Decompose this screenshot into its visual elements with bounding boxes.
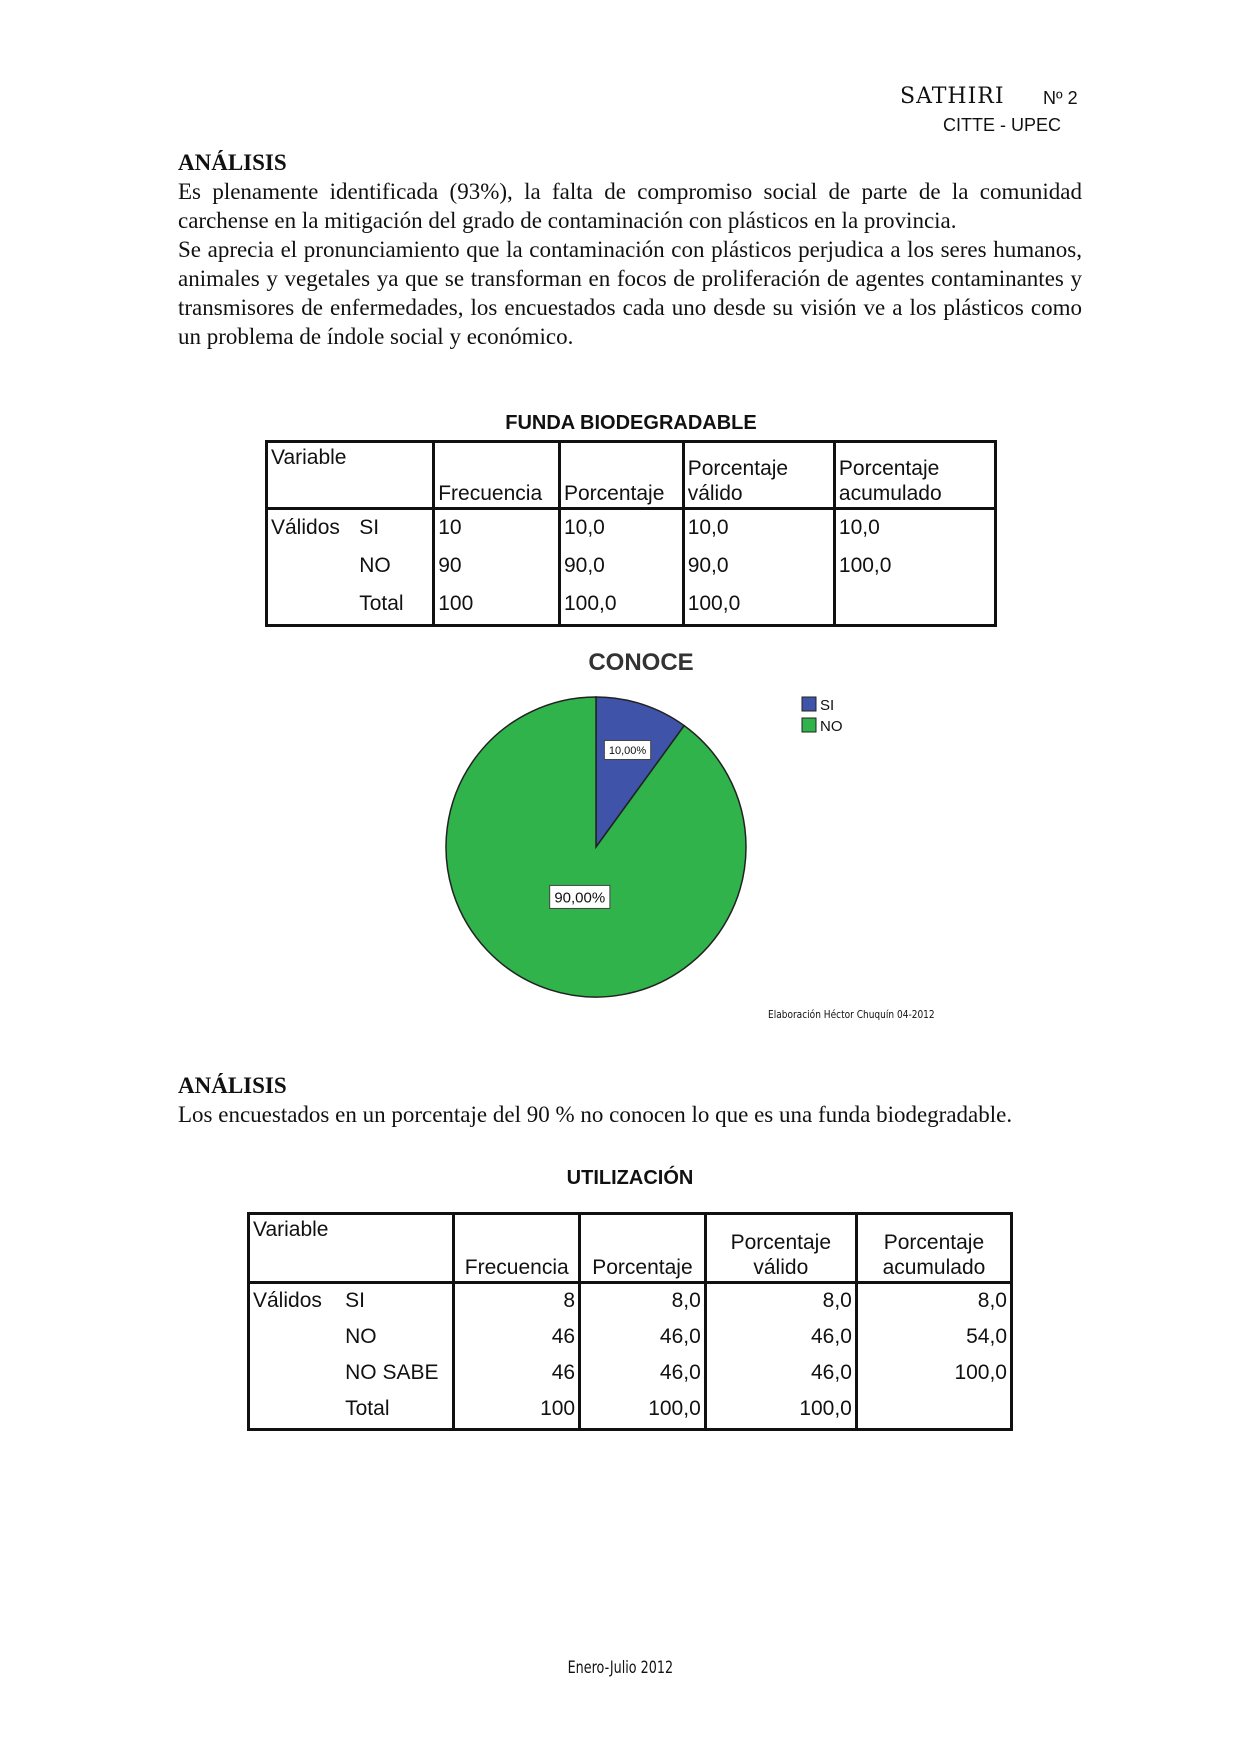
data-label: 90,00% bbox=[554, 889, 606, 907]
cell-valido: 46,0 bbox=[705, 1356, 856, 1392]
row-label: Total bbox=[345, 1397, 390, 1420]
table-row bbox=[249, 1356, 1012, 1392]
cell-frecuencia: 100 bbox=[454, 1392, 580, 1430]
cell-valido: 90,0 bbox=[683, 548, 834, 586]
cell-frecuencia: 46 bbox=[454, 1356, 580, 1392]
header-valido: Porcentaje válido bbox=[683, 442, 834, 509]
header-acumulado: Porcentaje acumulado bbox=[856, 1214, 1011, 1283]
cell-porcentaje: 10,0 bbox=[559, 509, 683, 549]
cell-acumulado bbox=[856, 1392, 1011, 1430]
cell-porcentaje: 8,0 bbox=[580, 1283, 706, 1321]
header-variable: Variable bbox=[267, 442, 434, 509]
header-acumulado: Porcentaje acumulado bbox=[834, 442, 995, 509]
section-heading: ANÁLISIS bbox=[178, 1073, 287, 1098]
group-label: Válidos bbox=[271, 516, 340, 539]
cell-frecuencia: 100 bbox=[434, 586, 560, 626]
page-footer bbox=[0, 1658, 1240, 1678]
cell-valido: 100,0 bbox=[683, 586, 834, 626]
table-header-row bbox=[267, 442, 996, 509]
journal-name: SATHIRI bbox=[900, 84, 1005, 109]
cell-acumulado: 8,0 bbox=[856, 1283, 1011, 1321]
cell-porcentaje: 90,0 bbox=[559, 548, 683, 586]
analysis-section-2 bbox=[178, 1071, 1082, 1129]
cell-acumulado bbox=[834, 586, 995, 626]
cell-acumulado: 54,0 bbox=[856, 1320, 1011, 1356]
cell-acumulado: 10,0 bbox=[834, 509, 995, 549]
row-label: NO SABE bbox=[345, 1361, 439, 1384]
institution-name: CITTE - UPEC bbox=[943, 115, 1062, 135]
group-label: Válidos bbox=[253, 1289, 322, 1312]
paragraph: Es plenamente identificada (93%), la falta de compromiso social de parte de la comunidad carchense en la mitigación del grado de contaminación con plásticos en la provincia. bbox=[178, 179, 1082, 233]
table-row bbox=[267, 586, 996, 626]
cell-porcentaje: 46,0 bbox=[580, 1320, 706, 1356]
header-frecuencia: Frecuencia bbox=[454, 1214, 580, 1283]
frequency-table bbox=[265, 440, 997, 627]
table-row bbox=[267, 548, 996, 586]
cell-valido: 46,0 bbox=[705, 1320, 856, 1356]
row-label: NO bbox=[345, 1325, 377, 1348]
legend-label: SI bbox=[820, 697, 835, 714]
cell-acumulado: 100,0 bbox=[856, 1356, 1011, 1392]
table-row bbox=[267, 509, 996, 549]
cell-porcentaje: 100,0 bbox=[580, 1392, 706, 1430]
cell-valido: 8,0 bbox=[705, 1283, 856, 1321]
cell-frecuencia: 10 bbox=[434, 509, 560, 549]
footer-date: Enero-Julio 2012 bbox=[567, 1658, 673, 1678]
pie-chart bbox=[420, 640, 860, 1000]
legend-swatch bbox=[802, 697, 816, 711]
table-row bbox=[249, 1392, 1012, 1430]
pie-slice-no bbox=[446, 697, 746, 997]
row-label: Total bbox=[359, 592, 404, 615]
row-label: NO bbox=[359, 554, 391, 577]
frequency-table bbox=[247, 1212, 1013, 1431]
data-label: 10,00% bbox=[608, 744, 647, 757]
chart-credit: Elaboración Héctor Chuquín 04-2012 bbox=[768, 1008, 935, 1021]
header-variable: Variable bbox=[249, 1214, 454, 1283]
cell-frecuencia: 90 bbox=[434, 548, 560, 586]
header-valido: Porcentaje válido bbox=[705, 1214, 856, 1283]
cell-frecuencia: 8 bbox=[454, 1283, 580, 1321]
cell-valido: 10,0 bbox=[683, 509, 834, 549]
header-frecuencia: Frecuencia bbox=[434, 442, 560, 509]
table-row bbox=[249, 1320, 1012, 1356]
cell-acumulado: 100,0 bbox=[834, 548, 995, 586]
table-header-row bbox=[249, 1214, 1012, 1283]
table-row bbox=[249, 1283, 1012, 1321]
table-title: UTILIZACIÓN bbox=[566, 1167, 694, 1189]
row-label: SI bbox=[345, 1289, 365, 1312]
paragraph: Los encuestados en un porcentaje del 90 % no conocen lo que es una funda biodegradable. bbox=[178, 1102, 1013, 1127]
legend-swatch bbox=[802, 718, 816, 732]
header-porcentaje: Porcentaje bbox=[559, 442, 683, 509]
table-title: FUNDA BIODEGRADABLE bbox=[505, 412, 757, 434]
paragraph: Se aprecia el pronunciamiento que la contaminación con plásticos perjudica a los seres humanos, animales y vegetales ya que se transforman en focos de proliferación de agentes contaminantes y transmisores de enfermedades, los encuestados cada uno desde su visión ve a los plásticos como un problema de índole social y económico. bbox=[178, 237, 1082, 349]
cell-porcentaje: 46,0 bbox=[580, 1356, 706, 1392]
section-heading: ANÁLISIS bbox=[178, 150, 287, 175]
analysis-section-1 bbox=[178, 148, 1082, 351]
row-label: SI bbox=[359, 516, 380, 539]
cell-porcentaje: 100,0 bbox=[559, 586, 683, 626]
chart-title: CONOCE bbox=[588, 649, 694, 676]
legend-label: NO bbox=[820, 718, 843, 735]
issue-number: Nº 2 bbox=[1043, 88, 1078, 108]
cell-valido: 100,0 bbox=[705, 1392, 856, 1430]
header-porcentaje: Porcentaje bbox=[580, 1214, 706, 1283]
cell-frecuencia: 46 bbox=[454, 1320, 580, 1356]
